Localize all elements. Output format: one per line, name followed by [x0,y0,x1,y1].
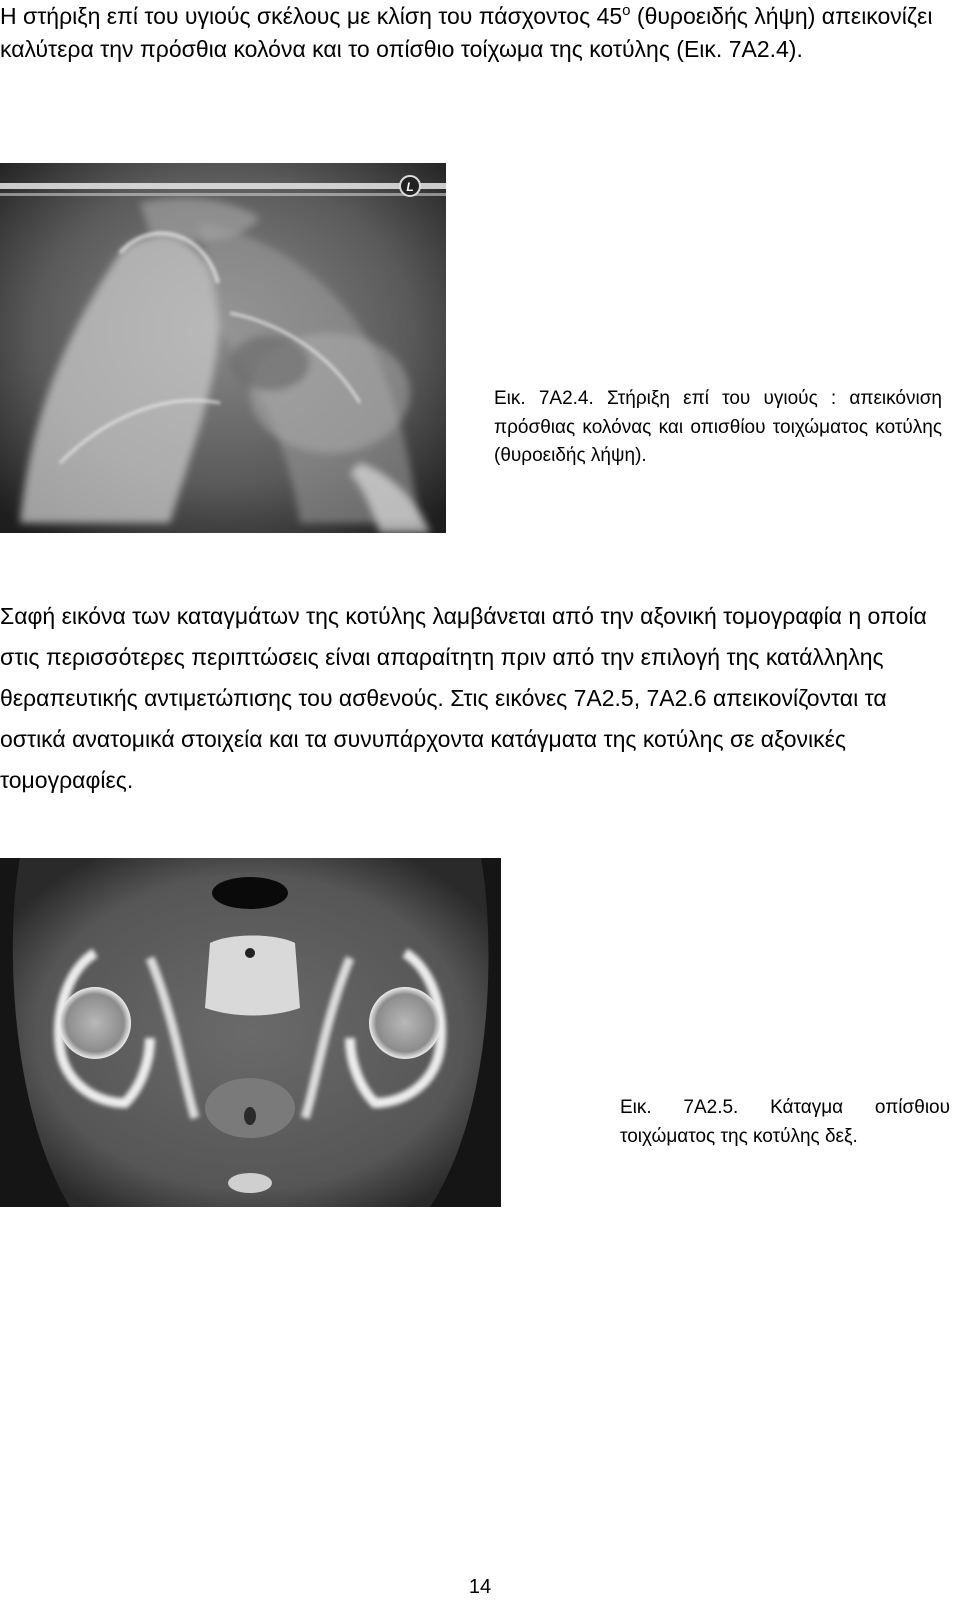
figure-2-caption: Εικ. 7Α2.5. Κάταγμα οπίσθιου τοιχώματος της κοτύλης δεξ. [620,1097,950,1147]
page-number: 14 [468,1576,492,1598]
intro-text-end: (θυροειδής λήψη) απεικονίζει καλύτερα την πρόσθια κολόνα και το οπίσθιο τοίχωμα της κοτύλης (Εικ. 7Α2.4). [0,3,933,62]
intro-text-start: Η στήριξη επί του υγιούς σκέλους με κλίση του πάσχοντος 45 [0,3,623,29]
body-paragraph: Σαφή εικόνα των καταγμάτων της κοτύλης λαμβάνεται από την αξονική τομογραφία η οποία στις περισσότερες περιπτώσεις είναι απαραίτητη πριν από την επιλογή της κατάλληλης θεραπευτικής αντιμετώπισης του ασθενούς. Στις εικόνες 7Α2.5, 7Α2.6 απεικονίζονται τα οστικά ανατομικά στοιχεία και τα συνυπάρχοντα κατάγματα της κοτύλης σε αξονικές τομογραφίες. [0,603,927,793]
pelvis-ct-illustration [0,858,501,1207]
intro-paragraph [0,0,952,66]
xray-side-marker: L [406,180,414,194]
pelvis-ct-image [0,858,501,1207]
pelvis-xray-image [0,163,446,533]
pelvis-xray-illustration [0,163,446,533]
degree-superscript: ο [622,2,631,19]
figure-1-caption: Εικ. 7Α2.4. Στήριξη επί του υγιούς : απεικόνιση πρόσθιας κολόνας και οπισθίου τοιχώματος κοτύλης (θυροειδής λήψη). [494,388,942,466]
